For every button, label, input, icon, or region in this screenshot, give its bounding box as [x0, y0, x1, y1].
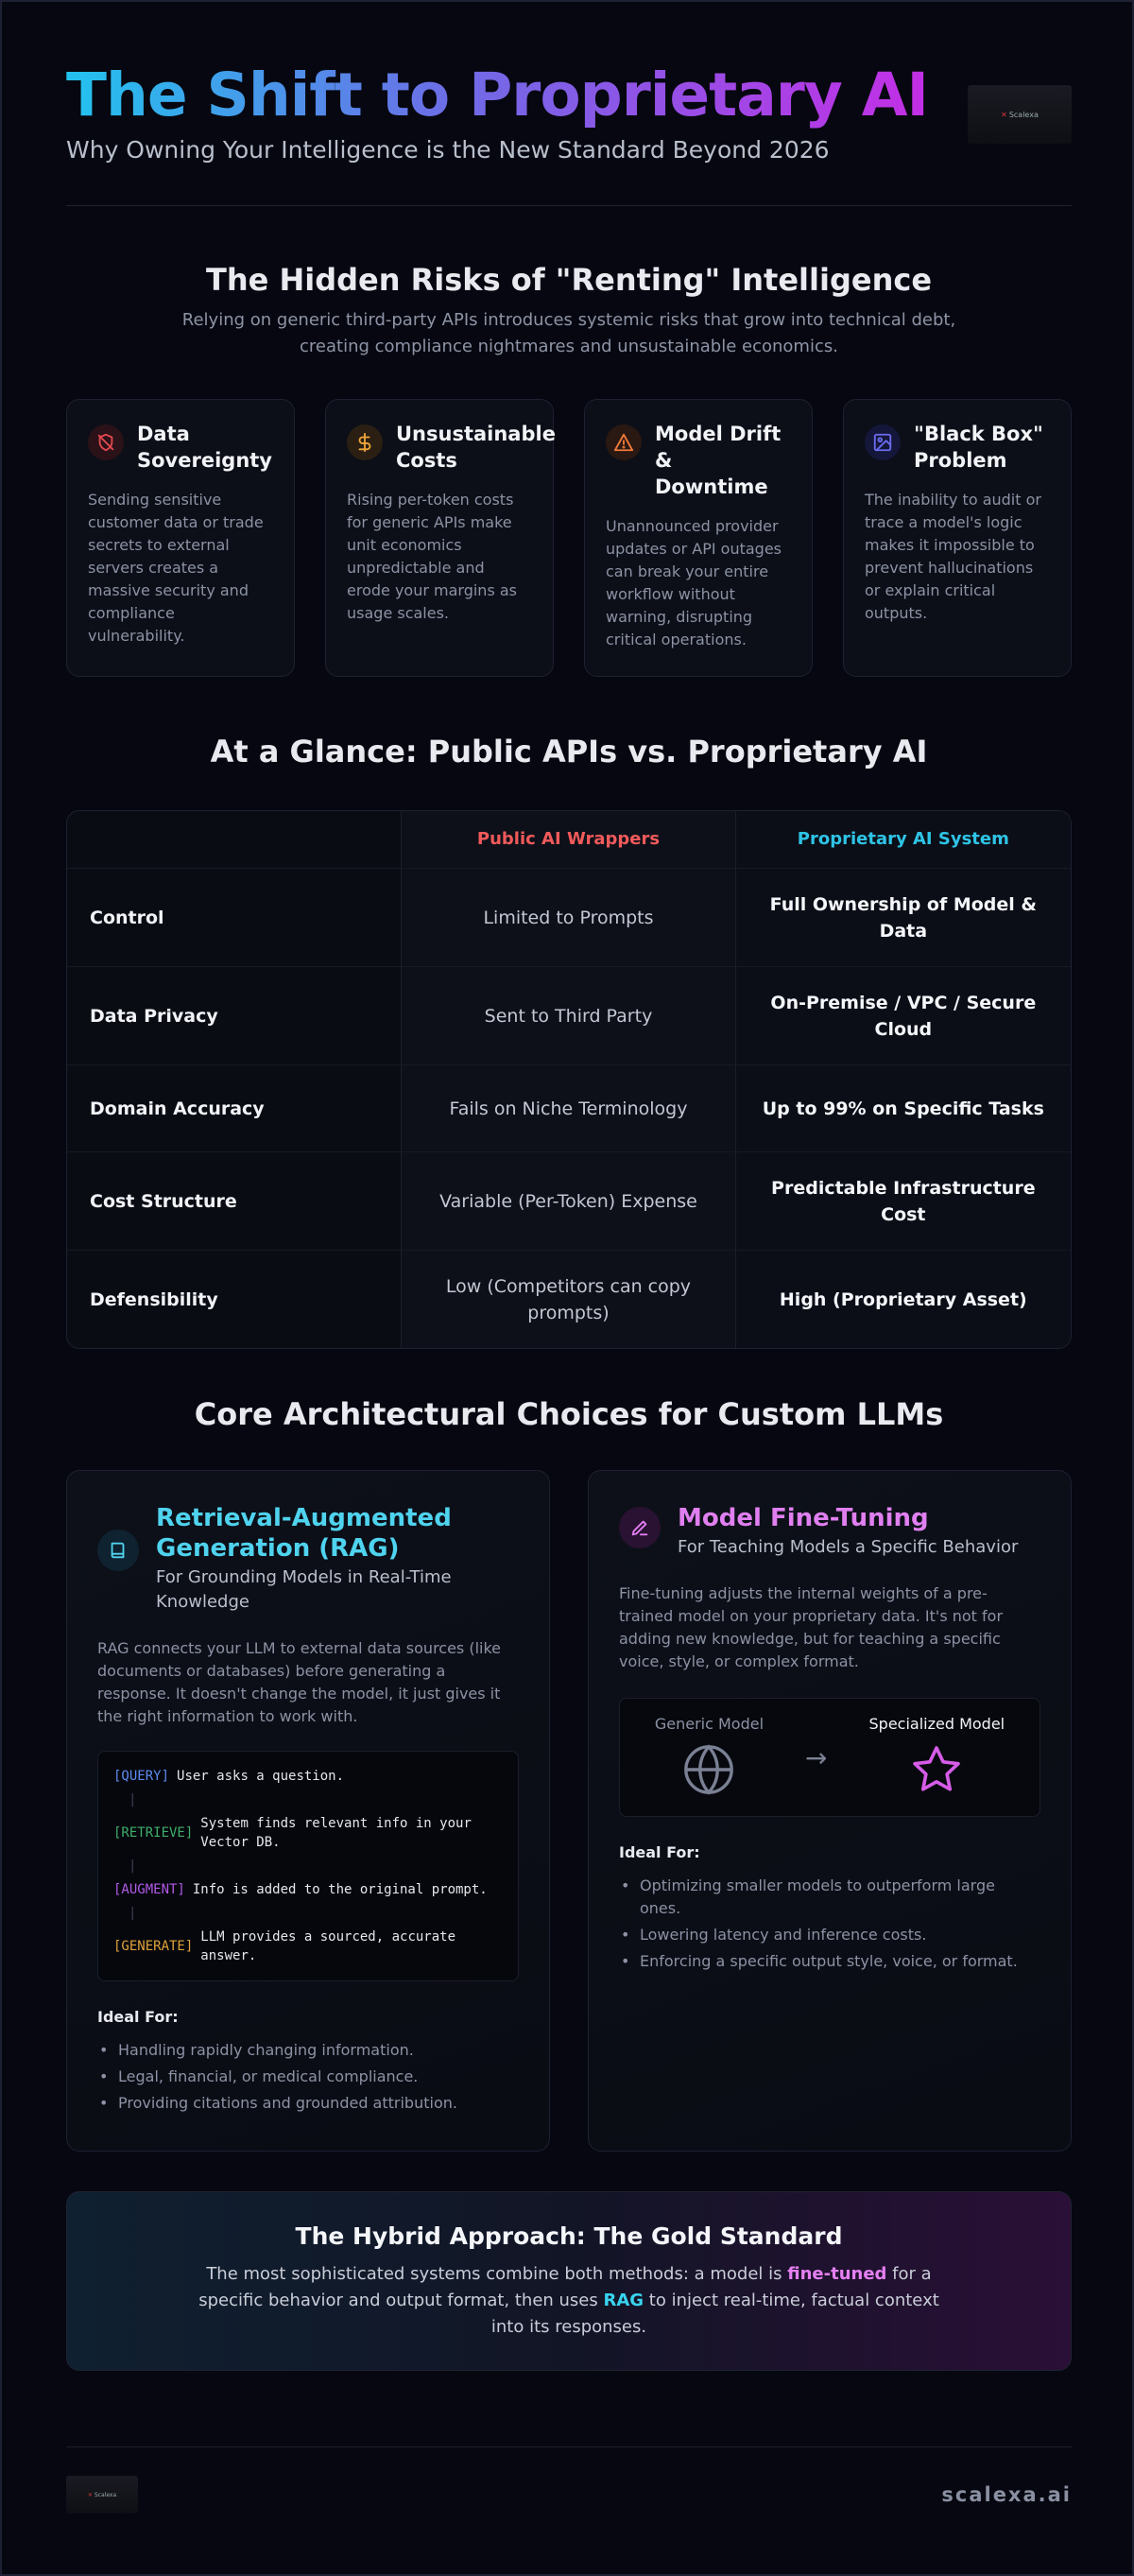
hybrid-highlight-finetuned: fine-tuned [787, 2264, 887, 2284]
finetune-ideal-list [619, 1875, 1040, 1973]
footer-logo [66, 2476, 138, 2514]
row-proprietary-value: On-Premise / VPC / Secure Cloud [736, 967, 1071, 1064]
architecture-section-header [66, 1396, 1072, 1432]
logo [968, 85, 1072, 144]
risk-card-black-box [843, 399, 1072, 677]
flow-step-augment [113, 1880, 503, 1899]
footer-logo-mark: ✕ Scalexa [87, 2491, 117, 2498]
list-item: • Lowering latency and inference costs. [619, 1924, 1040, 1946]
table-header-row [67, 811, 1071, 868]
comparison-section-header [66, 734, 1072, 769]
book-icon [97, 1530, 139, 1571]
flow-text: User asks a question. [177, 1769, 345, 1784]
flow-text: System finds relevant info in your Vector DB. [200, 1816, 472, 1850]
footer [66, 2446, 1072, 2522]
hybrid-text: to inject real-time, factual context into its responses. [490, 2291, 939, 2337]
hybrid-callout [66, 2191, 1072, 2371]
risk-card-title: "Black Box" Problem [914, 423, 1043, 472]
comparison-table [66, 810, 1072, 1349]
finetune-body: Fine-tuning adjusts the internal weights of a pre-trained model on your proprietary data. It's not for adding new knowledge, but for teaching a specific voice, style, or complex format. [619, 1584, 1004, 1670]
finetune-ideal-label: Ideal For: [619, 1843, 700, 1861]
list-item: • Optimizing smaller models to outperform large ones. [619, 1875, 1040, 1920]
flow-step-query [113, 1767, 503, 1786]
dollar-icon [347, 424, 383, 460]
row-proprietary-value: Full Ownership of Model & Data [736, 869, 1071, 966]
page-subtitle: Why Owning Your Intelligence is the New Standard Beyond 2026 [66, 136, 830, 164]
flow-text: Info is added to the original prompt. [192, 1882, 488, 1897]
pen-icon [619, 1507, 661, 1548]
model-comparison [619, 1698, 1040, 1817]
hybrid-text: for a specific behavior and output format, then uses [198, 2264, 932, 2310]
table-header-cell [67, 811, 401, 868]
risks-description: Relying on generic third-party APIs introduces systemic risks that grow into technical debt, creating compliance nightmares and unsustainable economics. [181, 310, 956, 356]
rag-ideal-label: Ideal For: [97, 2008, 179, 2026]
row-label: Cost Structure [90, 1190, 237, 1212]
specialized-model [869, 1715, 1005, 1801]
table-header-public: Public AI Wrappers [401, 811, 735, 868]
hybrid-title: The Hybrid Approach: The Gold Standard [295, 2222, 843, 2250]
row-public-value: Fails on Niche Terminology [401, 1065, 735, 1151]
architecture-title: Core Architectural Choices for Custom LLMs [194, 1396, 944, 1432]
flow-step-retrieve [113, 1814, 503, 1852]
risk-card-body: Sending sensitive customer data or trade secrets to external servers creates a massive security and compliance vulnerability. [88, 491, 264, 645]
specialized-model-label: Specialized Model [868, 1714, 1005, 1733]
risk-card-title: Model Drift & Downtime [655, 423, 782, 498]
flow-tag: [RETRIEVE] [113, 1825, 194, 1841]
generic-model-label: Generic Model [654, 1714, 765, 1733]
footer-logo-text: Scalexa [94, 2491, 117, 2498]
arrow-right-icon: → [805, 1741, 828, 1773]
hybrid-highlight-rag: RAG [603, 2291, 644, 2310]
warning-icon [606, 424, 642, 460]
risk-card-title: Unsustainable Costs [396, 423, 556, 472]
header [66, 59, 1072, 206]
row-public-value: Variable (Per-Token) Expense [401, 1152, 735, 1250]
globe-icon [681, 1742, 736, 1801]
row-label: Defensibility [90, 1288, 218, 1310]
finetune-card [588, 1470, 1072, 2152]
row-label: Domain Accuracy [90, 1098, 265, 1119]
hybrid-text: The most sophisticated systems combine both methods: a model is [206, 2264, 788, 2284]
rag-subtitle: For Grounding Models in Real-Time Knowledge [156, 1567, 452, 1612]
table-row [67, 966, 1071, 1064]
footer-brand-link[interactable]: scalexa.ai [941, 2483, 1072, 2506]
risk-card-body: The inability to audit or trace a model's logic makes it impossible to prevent hallucinations or explain critical outputs. [865, 491, 1041, 622]
star-icon [909, 1742, 964, 1801]
flow-text: LLM provides a sourced, accurate answer. [200, 1929, 456, 1963]
row-public-value: Limited to Prompts [401, 869, 735, 966]
row-proprietary-value: High (Proprietary Asset) [736, 1251, 1071, 1348]
risk-card-body: Rising per-token costs for generic APIs make unit economics unpredictable and erode your margins as usage scales. [347, 491, 517, 622]
risk-card-model-drift [584, 399, 813, 677]
table-row [67, 1151, 1071, 1250]
risk-card-title: Data Sovereignty [137, 423, 272, 472]
flow-tag: [AUGMENT] [113, 1882, 185, 1897]
table-row [67, 1250, 1071, 1348]
flow-connector: | [129, 1792, 137, 1807]
comparison-title: At a Glance: Public APIs vs. Proprietary AI [210, 734, 928, 769]
row-proprietary-value: Predictable Infrastructure Cost [736, 1152, 1071, 1250]
rag-flow [97, 1751, 519, 1981]
row-proprietary-value: Up to 99% on Specific Tasks [736, 1065, 1071, 1151]
row-label: Data Privacy [90, 1005, 218, 1027]
generic-model [655, 1715, 764, 1801]
page-title: The Shift to Proprietary AI [66, 59, 928, 132]
rag-ideal-list [97, 2039, 519, 2115]
risk-card-body: Unannounced provider updates or API outages can break your entire workflow without warning, disrupting critical operations. [606, 517, 782, 648]
flow-step-generate [113, 1928, 503, 1965]
flow-tag: [GENERATE] [113, 1939, 194, 1954]
risks-title: The Hidden Risks of "Renting" Intelligence [205, 262, 933, 298]
row-label: Control [90, 907, 164, 928]
logo-mark: ✕ Scalexa [1001, 110, 1039, 119]
row-public-value: Sent to Third Party [401, 967, 735, 1064]
rag-body: RAG connects your LLM to external data sources (like documents or databases) before generating a response. It doesn't change the model, it just gives it the right information to work with. [97, 1639, 502, 1725]
architecture-cards [66, 1470, 1072, 2152]
flow-tag: [QUERY] [113, 1769, 170, 1784]
flow-connector: | [129, 1906, 137, 1921]
list-item: • Enforcing a specific output style, voice, or format. [619, 1950, 1040, 1973]
flow-connector: | [129, 1859, 137, 1874]
hybrid-body [181, 2261, 956, 2341]
table-row [67, 1064, 1071, 1151]
table-header-proprietary: Proprietary AI System [736, 811, 1071, 868]
list-item: • Providing citations and grounded attribution. [97, 2092, 519, 2115]
row-public-value: Low (Competitors can copy prompts) [401, 1251, 735, 1348]
logo-text: Scalexa [1008, 110, 1039, 119]
risk-card-unsustainable-costs [325, 399, 554, 677]
table-row [67, 868, 1071, 966]
risk-card-data-sovereignty [66, 399, 295, 677]
risk-cards [66, 399, 1072, 677]
list-item: • Legal, financial, or medical compliance. [97, 2066, 519, 2088]
image-icon [865, 424, 901, 460]
shield-off-icon [88, 424, 124, 460]
risks-section-header [66, 262, 1072, 360]
rag-title: Retrieval-Augmented Generation (RAG) [156, 1504, 452, 1563]
rag-card [66, 1470, 550, 2152]
finetune-title: Model Fine-Tuning [678, 1504, 929, 1532]
finetune-subtitle: For Teaching Models a Specific Behavior [678, 1537, 1019, 1557]
list-item: • Handling rapidly changing information. [97, 2039, 519, 2062]
